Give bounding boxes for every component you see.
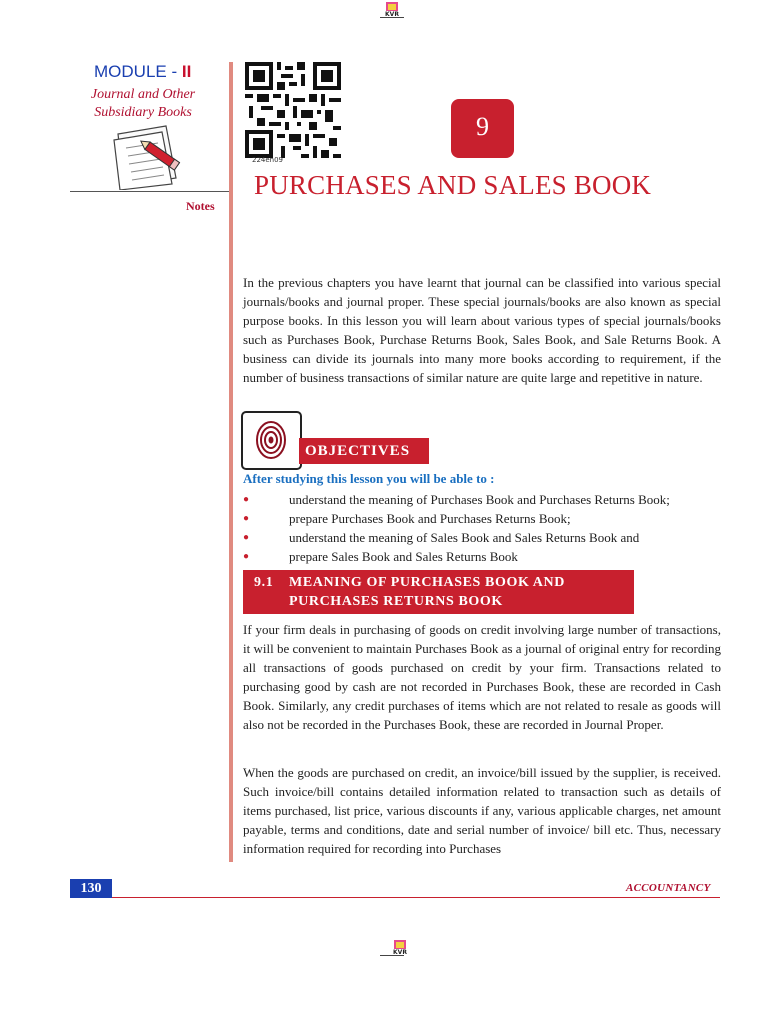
notepad-pencil-icon	[106, 122, 188, 190]
objectives-heading: OBJECTIVES	[299, 438, 429, 464]
chapter-number-badge: 9	[451, 99, 514, 158]
footer-subject: ACCOUNTANCY	[626, 882, 711, 894]
section-title-line2: PURCHASES RETURNS BOOK	[289, 594, 503, 609]
footer-rule	[112, 897, 720, 898]
objectives-lead: After studying this lesson you will be able to :	[243, 471, 495, 486]
notes-label: Notes	[186, 199, 215, 213]
objectives-list	[243, 490, 721, 566]
chapter-title: PURCHASES AND SALES BOOK	[254, 170, 652, 200]
intro-paragraph: In the previous chapters you have learnt that journal can be classified into various special journals/books and journal proper. These special journals/books are also known as special purpose books. In this lesson you will learn about various types of special journals/books such as Purchases Book, Purchase Returns Book, Sales Book, and Sale Returns Book. A business can divide its journals into many more books according to requirement, if the number of business transactions of similar nature are quite large and repetitive in nature.	[243, 275, 721, 385]
notes-divider	[70, 191, 230, 192]
bullet-icon: ●	[243, 513, 250, 524]
margin-rule	[229, 62, 233, 862]
list-item: ● prepare Purchases Book and Purchases Returns Book;	[243, 511, 571, 526]
section-paragraph-1: If your firm deals in purchasing of goods on credit involving large number of transactions, it will be convenient to maintain Purchases Book as a journal of original entry for recording all transactions of goods purchased on credit by your firm. Transactions related to purchasing good by cash are not recorded in Purchases Book, these are recorded in Cash Book. Similarly, any credit purchases of items which are not related to resale as goods will also not be recorded in the Purchases Book, these are recorded in Journal Proper.	[243, 622, 721, 732]
target-icon	[243, 413, 300, 468]
section-paragraph-2: When the goods are purchased on credit, an invoice/bill issued by the supplier, is received. Such invoice/bill contains detailed information related to transaction such as details of items purchased, list price, various discounts if any, various applicable charges, net amount payable, terms and conditions, date and serial number of invoice/ bill etc. Thus, necessary information required for recording into Purchases	[243, 765, 721, 856]
qr-code-label: 224en09	[252, 156, 284, 164]
section-title-line1: MEANING OF PURCHASES BOOK AND	[289, 575, 565, 590]
bullet-icon: ●	[243, 494, 250, 505]
publisher-logo-top: KVR	[384, 2, 400, 20]
section-number: 9.1	[254, 575, 274, 590]
module-subtitle: Journal and Other Subsidiary Books	[90, 87, 196, 120]
publisher-logo-bottom: KVR	[392, 940, 408, 958]
list-item: ● prepare Sales Book and Sales Returns Book	[243, 549, 518, 564]
bullet-icon: ●	[243, 551, 250, 562]
page-number: 130	[70, 879, 112, 898]
list-item: ● understand the meaning of Purchases Book and Purchases Returns Book;	[243, 492, 670, 507]
qr-code-icon	[245, 62, 341, 158]
section-heading	[243, 570, 634, 614]
bullet-icon: ●	[243, 532, 250, 543]
module-label: MODULE - II	[94, 62, 192, 81]
objectives-target-icon-box	[241, 411, 302, 470]
list-item: ● understand the meaning of Sales Book and Sales Returns Book and	[243, 530, 640, 545]
